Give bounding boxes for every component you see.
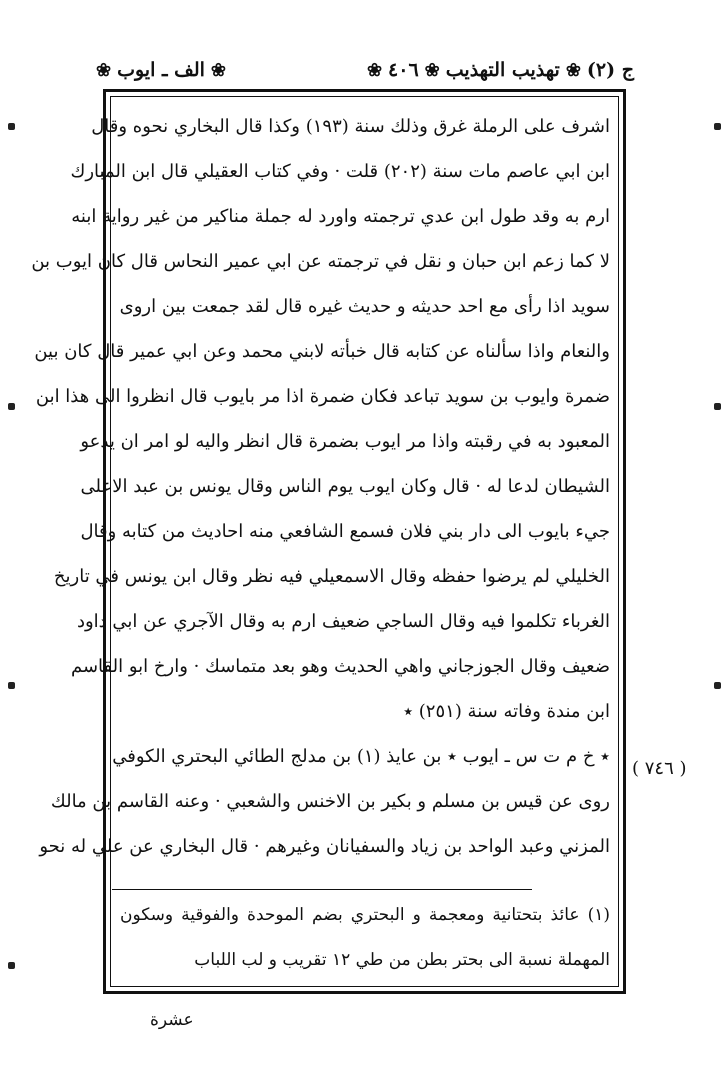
text-line: سويد اذا رأى مع احد حديثه و حديث غيره قال لقد جمعت بين اروى bbox=[119, 296, 610, 317]
footnote-line: (١) عائذ بتحتانية ومعجمة و البحتري بضم الموحدة والفوقية وسكون bbox=[120, 905, 610, 925]
ornament-icon: ❀ bbox=[565, 59, 581, 81]
text-line: ابن مندة وفاته سنة (٢٥١) ٭ bbox=[403, 701, 610, 722]
binding-mark bbox=[8, 123, 15, 130]
binding-mark bbox=[8, 962, 15, 969]
header-left-group bbox=[96, 59, 226, 81]
text-line: الشيطان لدعا له · قال وكان ايوب يوم الناس وقال يونس بن عبد الاعلى bbox=[80, 476, 610, 497]
footnote-line: المهملة نسبة الى بحتر بطن من طي ١٢ تقريب و لب اللباب bbox=[194, 950, 610, 970]
text-line: روى عن قيس بن مسلم و بكير بن الاخنس والشعبي · وعنه القاسم بن مالك bbox=[50, 791, 610, 812]
text-line: المعبود به في رقبته واذا مر ايوب بضمرة قال انظر واليه لو امر ان يدعو bbox=[80, 431, 610, 452]
text-line: الغرباء تكلموا فيه وقال الساجي ضعيف ارم به وقال الآجري عن ابي داود bbox=[76, 611, 610, 632]
part-number: ج (٢) bbox=[586, 59, 634, 81]
entry-number: ( ٧٤٦ ) bbox=[632, 758, 687, 779]
text-line: ضمرة وايوب بن سويد تباعد فكان ضمرة اذا مر بايوب قال انظروا الى هذا ابن bbox=[35, 386, 610, 407]
text-line: ضعيف وقال الجوزجاني واهي الحديث وهو بعد متماسك · وارخ ابو القاسم bbox=[71, 656, 610, 677]
header-right-group bbox=[367, 59, 634, 81]
binding-mark bbox=[714, 123, 721, 130]
ornament-icon: ❀ bbox=[210, 59, 226, 81]
entry-heading-line: ٭ خ م ت س ـ ايوب ٭ بن عايذ (١) بن مدلج الطائي البحتري الكوفي bbox=[112, 746, 610, 767]
catchword: عشرة bbox=[150, 1010, 194, 1030]
text-line: جيء بايوب الى دار بني فلان فسمع الشافعي منه احاديث من كتابه وقال bbox=[80, 521, 610, 542]
footnote-divider bbox=[112, 889, 532, 890]
text-line: الخليلي لم يرضوا حفظه وقال الاسمعيلي فيه نظر وقال ابن يونس في تاريخ bbox=[53, 566, 610, 587]
binding-mark bbox=[714, 403, 721, 410]
text-line: ارم به وقد طول ابن عدي ترجمته واورد له جملة مناكير من غير رواية ابنه bbox=[71, 206, 610, 227]
ornament-icon: ❀ bbox=[96, 59, 112, 81]
main-text bbox=[31, 104, 610, 869]
text-line: لا كما زعم ابن حبان و نقل في ترجمته عن ابي عمير النحاس قال كان ايوب بن bbox=[31, 251, 610, 272]
text-line: اشرف على الرملة غرق وذلك سنة (١٩٣) وكذا قال البخاري نحوه وقال bbox=[91, 116, 610, 137]
text-line: المزني وعبد الواحد بن زياد والسفيانان وغيرهم · قال البخاري عن علي له نحو bbox=[39, 836, 610, 857]
ornament-icon: ❀ bbox=[424, 59, 440, 81]
footnote bbox=[120, 893, 610, 983]
binding-mark bbox=[714, 682, 721, 689]
binding-mark bbox=[8, 403, 15, 410]
ornament-icon: ❀ bbox=[366, 59, 383, 81]
text-line: ابن ابي عاصم مات سنة (٢٠٢) قلت · وفي كتاب العقيلي قال ابن المبارك bbox=[70, 161, 610, 182]
section-title: الف ـ ايوب bbox=[117, 59, 205, 81]
running-header bbox=[96, 50, 634, 90]
page-number: ٤٠٦ bbox=[388, 59, 419, 81]
book-title: تهذيب التهذيب bbox=[445, 59, 560, 81]
text-line: والنعام واذا سألناه عن كتابه قال خبأته لابني محمد وعن ابي عمير قال كان بين bbox=[34, 341, 610, 362]
binding-mark bbox=[8, 682, 15, 689]
